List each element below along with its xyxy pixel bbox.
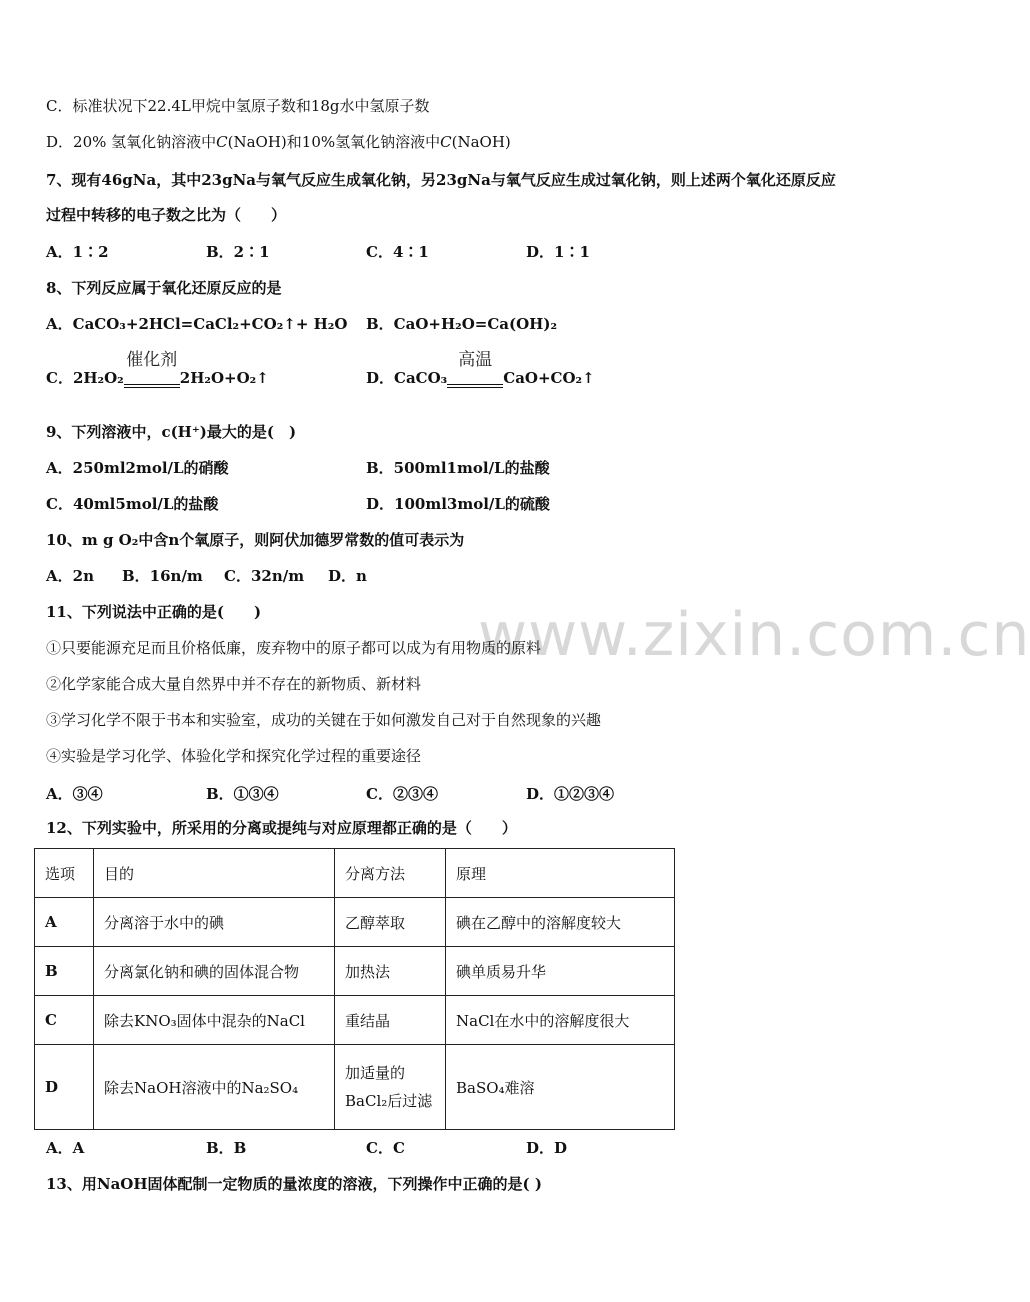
q8-option-c	[46, 350, 269, 388]
row-a-option: A	[35, 898, 94, 947]
q12-table	[34, 848, 675, 1130]
q7-option-d: D．1∶1	[526, 243, 590, 261]
q10-option-b: B．16n/m	[122, 567, 203, 585]
q11-option-d: D．①②③④	[526, 785, 615, 803]
q10-option-d: D．n	[328, 567, 367, 585]
row-a-method: 乙醇萃取	[335, 898, 446, 947]
q8-d-equals-sign	[447, 384, 503, 388]
row-c-purpose: 除去KNO₃固体中混杂的NaCl	[94, 996, 335, 1045]
q6-d-c2: C	[440, 133, 452, 151]
table-row	[35, 996, 675, 1045]
q6-d-c1: C	[216, 133, 228, 151]
row-a-principle: 碘在乙醇中的溶解度较大	[446, 898, 675, 947]
header-option: 选项	[35, 849, 94, 898]
q12-option-b: B．B	[206, 1139, 247, 1157]
row-c-option: C	[35, 996, 94, 1045]
q8-stem: 8、下列反应属于氧化还原反应的是	[46, 279, 282, 297]
q6-d-post: (NaOH)	[451, 133, 511, 151]
q8-d-post: CaO+CO₂↑	[503, 369, 595, 387]
q6-d-pre: D．20% 氢氧化钠溶液中	[46, 133, 217, 151]
q8-d-condition-label: 高温	[458, 350, 493, 370]
q12-option-c: C．C	[366, 1139, 405, 1157]
q8-c-post: 2H₂O+O₂↑	[179, 369, 269, 387]
q6-option-d	[46, 132, 511, 152]
row-b-method: 加热法	[335, 947, 446, 996]
q11-option-b: B．①③④	[206, 785, 279, 803]
q11-stem: 11、下列说法中正确的是( )	[46, 603, 262, 621]
table-row	[35, 947, 675, 996]
q11-statement-3: ③学习化学不限于书本和实验室，成功的关键在于如何激发自己对于自然现象的兴趣	[46, 711, 602, 729]
row-b-option: B	[35, 947, 94, 996]
q8-option-a: A．CaCO₃+2HCl=CaCl₂+CO₂↑+ H₂O	[46, 315, 348, 333]
row-b-purpose: 分离氯化钠和碘的固体混合物	[94, 947, 335, 996]
q11-statement-4: ④实验是学习化学、体验化学和探究化学过程的重要途径	[46, 747, 422, 765]
table-row	[35, 1045, 675, 1130]
watermark: www.zixin.com.cn	[478, 600, 1030, 670]
header-principle: 原理	[446, 849, 675, 898]
header-purpose: 目的	[94, 849, 335, 898]
q8-option-d	[366, 350, 595, 388]
q8-c-condition-label: 催化剂	[126, 350, 178, 370]
q8-d-pre: D．CaCO₃	[366, 369, 448, 387]
row-c-method: 重结晶	[335, 996, 446, 1045]
q6-d-mid: (NaOH)和10%氢氧化钠溶液中	[227, 133, 441, 151]
q10-stem: 10、m g O₂中含n个氧原子，则阿伏加德罗常数的值可表示为	[46, 531, 465, 549]
q11-statement-2: ②化学家能合成大量自然界中并不存在的新物质、新材料	[46, 675, 422, 693]
table-header-row	[35, 849, 675, 898]
q9-option-a: A．250ml2mol/L的硝酸	[46, 459, 229, 477]
q12-option-d: D．D	[526, 1139, 568, 1157]
row-c-principle: NaCl在水中的溶解度很大	[446, 996, 675, 1045]
q7-stem-line1: 7、现有46gNa，其中23gNa与氧气反应生成氧化钠，另23gNa与氧气反应生成过氧化钠，则上述两个氧化还原反应	[46, 171, 836, 189]
q8-d-condition	[447, 350, 503, 388]
q7-option-a: A．1∶2	[46, 243, 109, 261]
table-row	[35, 898, 675, 947]
q11-option-a: A．③④	[46, 785, 103, 803]
q7-option-c: C．4∶1	[366, 243, 429, 261]
row-d-method: 加适量的BaCl₂后过滤	[335, 1045, 446, 1130]
header-method: 分离方法	[335, 849, 446, 898]
q11-option-c: C．②③④	[366, 785, 438, 803]
q11-statement-1: ①只要能源充足而且价格低廉，废弃物中的原子都可以成为有用物质的原料	[46, 639, 542, 657]
q7-stem-line2: 过程中转移的电子数之比为（ ）	[46, 206, 287, 224]
row-d-principle: BaSO₄难溶	[446, 1045, 675, 1130]
q8-c-pre: C．2H₂O₂	[46, 369, 124, 387]
q9-option-c: C．40ml5mol/L的盐酸	[46, 495, 219, 513]
q8-c-condition	[124, 350, 180, 388]
q9-option-b: B．500ml1mol/L的盐酸	[366, 459, 550, 477]
q10-option-c: C．32n/m	[224, 567, 305, 585]
row-b-principle: 碘单质易升华	[446, 947, 675, 996]
q8-c-equals-sign	[124, 384, 180, 388]
row-d-purpose: 除去NaOH溶液中的Na₂SO₄	[94, 1045, 335, 1130]
q13-stem: 13、用NaOH固体配制一定物质的量浓度的溶液，下列操作中正确的是( )	[46, 1175, 542, 1193]
q12-option-a: A．A	[46, 1139, 85, 1157]
q9-stem: 9、下列溶液中，c(H⁺)最大的是( )	[46, 423, 297, 441]
q10-option-a: A．2n	[46, 567, 94, 585]
q7-option-b: B．2∶1	[206, 243, 270, 261]
q6-option-c: C．标准状况下22.4L甲烷中氢原子数和18g水中氢原子数	[46, 97, 430, 115]
q8-option-b: B．CaO+H₂O=Ca(OH)₂	[366, 315, 558, 333]
row-a-purpose: 分离溶于水中的碘	[94, 898, 335, 947]
row-d-option: D	[35, 1045, 94, 1130]
q12-stem: 12、下列实验中，所采用的分离或提纯与对应原理都正确的是（ ）	[46, 819, 517, 837]
q9-option-d: D．100ml3mol/L的硫酸	[366, 495, 550, 513]
